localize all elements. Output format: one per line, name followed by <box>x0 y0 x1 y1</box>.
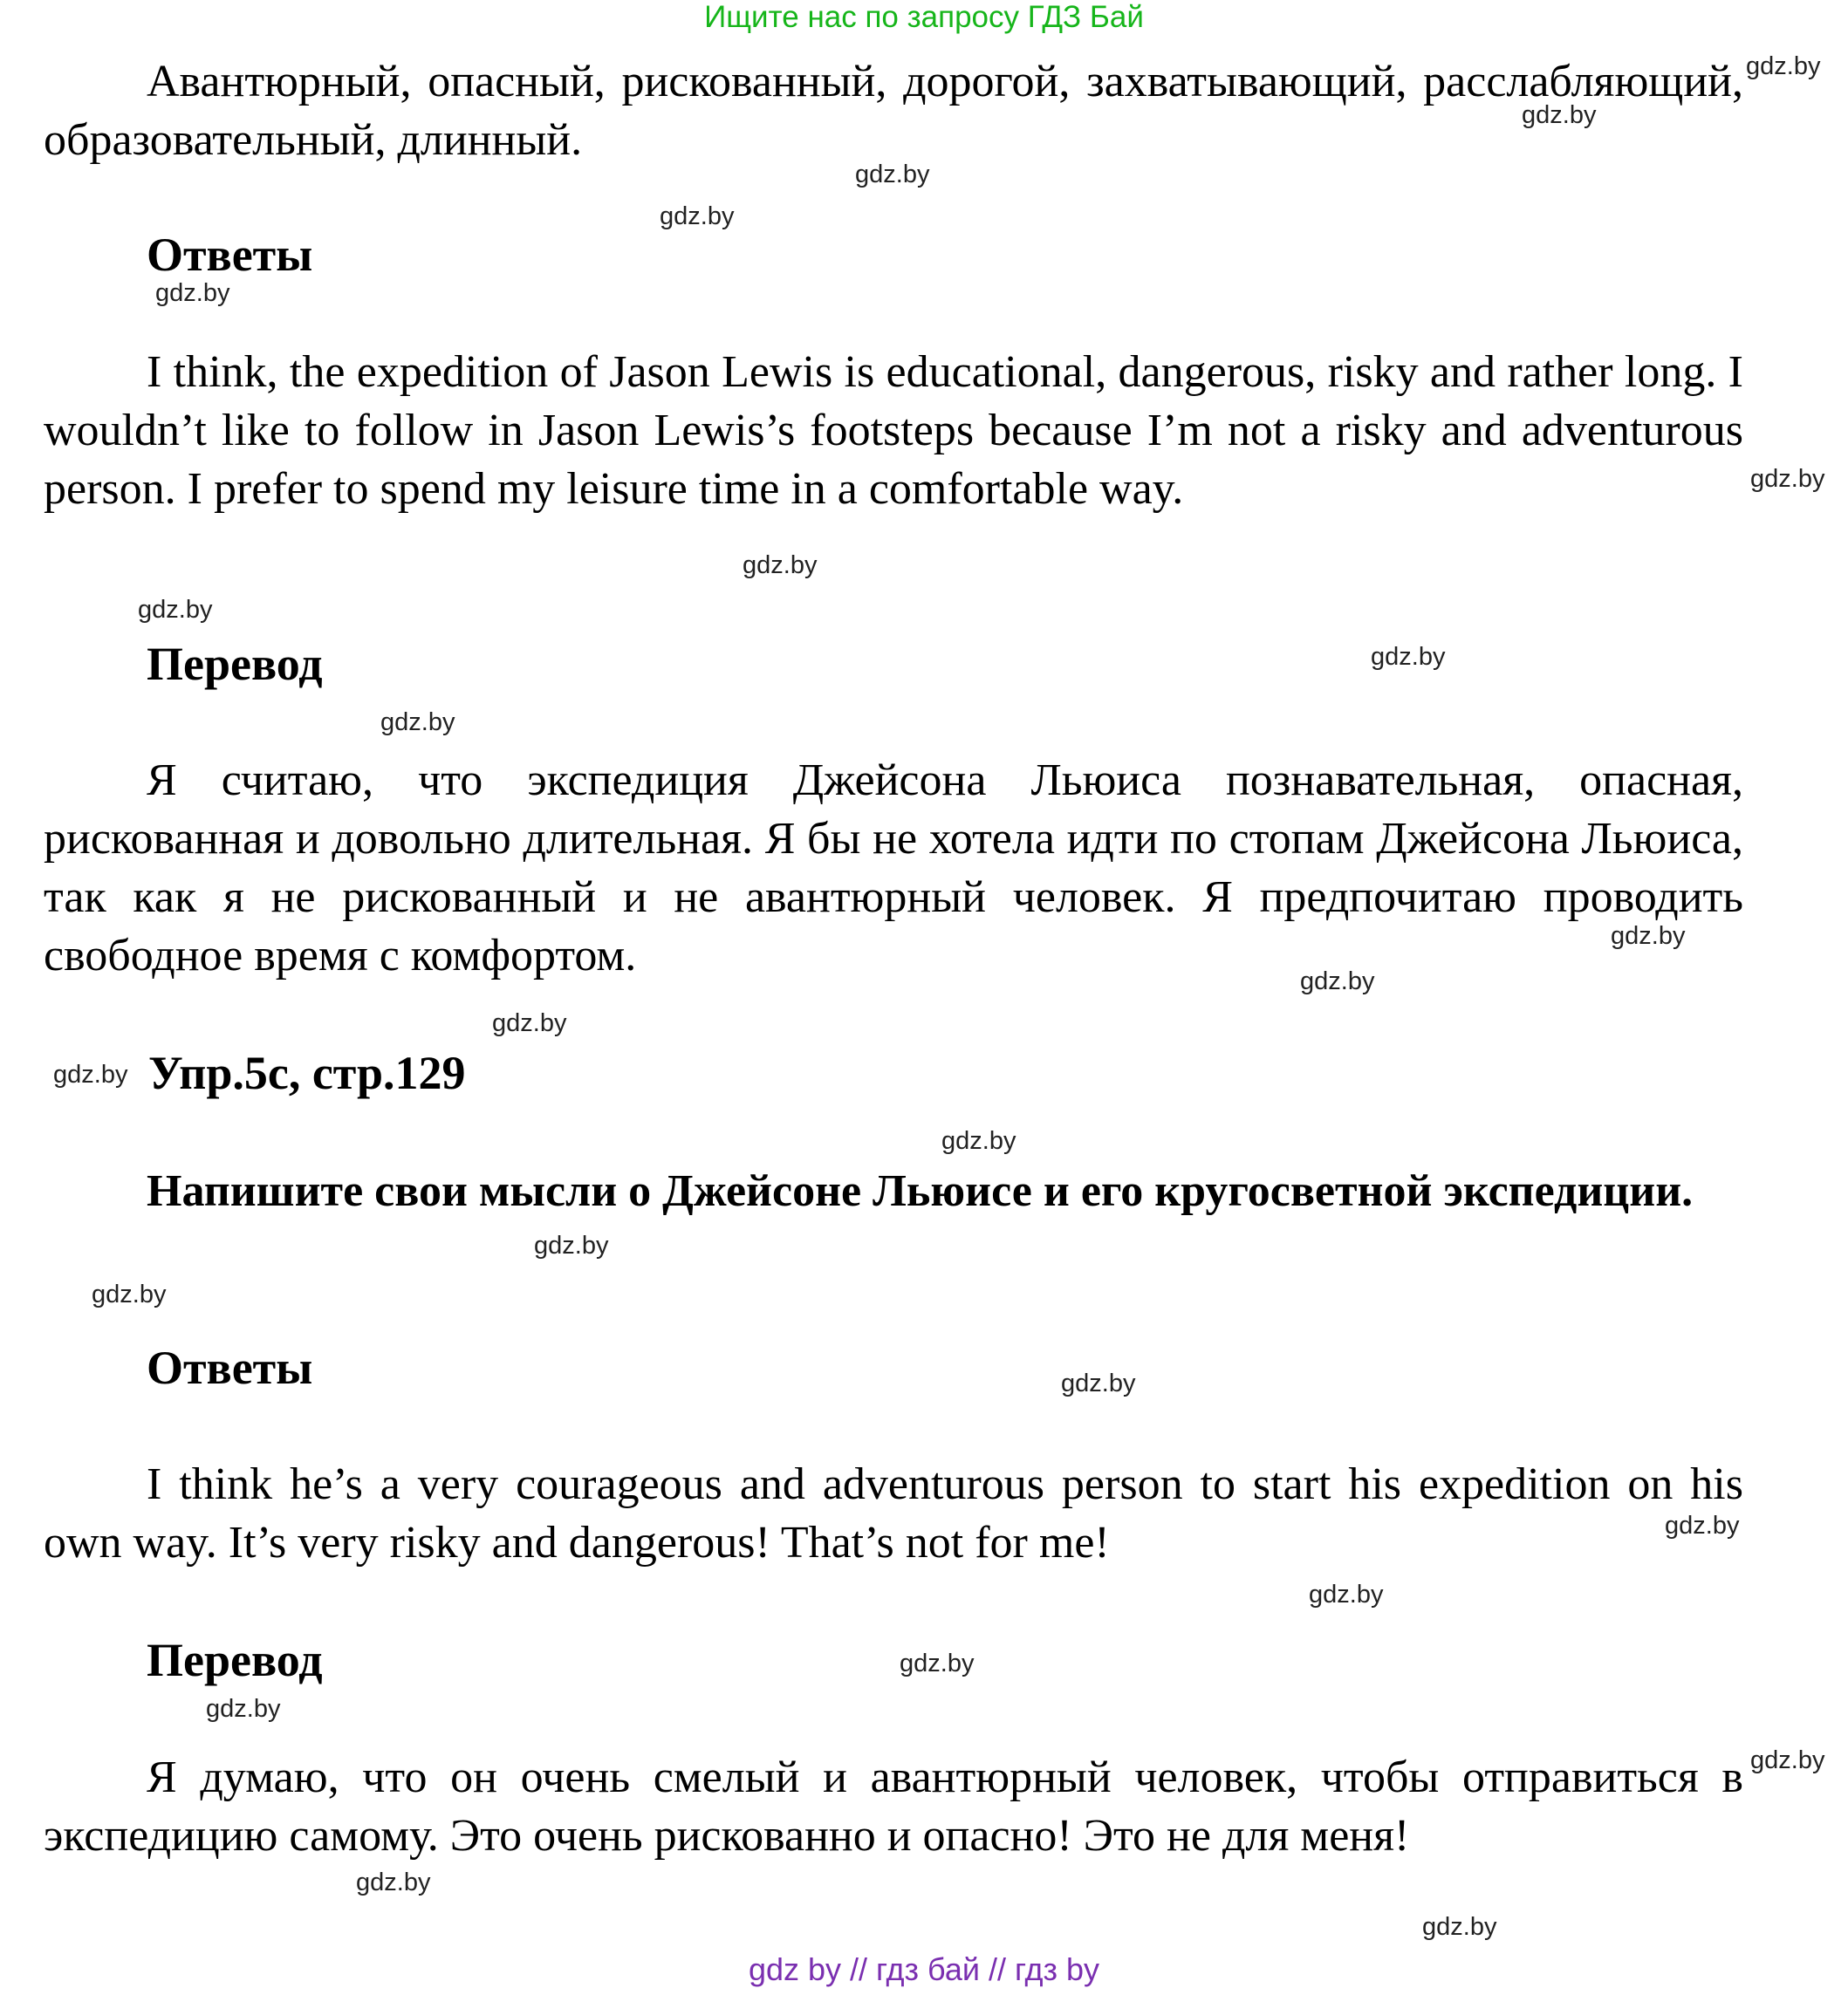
watermark: gdz.by <box>1300 967 1375 995</box>
watermark: gdz.by <box>1611 922 1686 950</box>
intro-paragraph: Авантюрный, опасный, рискованный, дорогой, захватывающий, расслабляющий, образовательный, длинный. <box>44 57 1743 165</box>
translation-heading-2: Перевод <box>147 1634 323 1686</box>
watermark: gdz.by <box>1309 1581 1384 1609</box>
exercise-heading: Упр.5с, стр.129 <box>148 1047 466 1099</box>
answer-paragraph-2: I think he’s a very courageous and adventurous person to start his expedition on his own way. It’s very risky and dangerous! That’s not for me! <box>44 1459 1743 1568</box>
watermark: gdz.by <box>1371 643 1446 671</box>
footer-links[interactable]: gdz by // гдз бай // гдз by <box>748 1951 1100 1987</box>
watermark: gdz.by <box>380 708 455 736</box>
watermark: gdz.by <box>1665 1512 1740 1540</box>
watermark: gdz.by <box>492 1009 567 1037</box>
translation-paragraph-2: Я думаю, что он очень смелый и авантюрный человек, чтобы отправиться в экспедицию самому. Это очень рискованно и опасно! Это не для меня! <box>44 1752 1743 1861</box>
watermark: gdz.by <box>1746 52 1821 80</box>
watermark: gdz.by <box>92 1281 167 1308</box>
watermark: gdz.by <box>534 1232 609 1260</box>
answers-heading-2: Ответы <box>147 1342 313 1394</box>
watermark: gdz.by <box>206 1695 281 1723</box>
answer-paragraph-1: I think, the expedition of Jason Lewis is educational, dangerous, risky and rather long. I wouldn’t like to follow in Jason Lewis’s footsteps because I’m not a risky and adventurous person. I prefer to spend my leisure time in a comfortable way. <box>44 347 1743 514</box>
watermark: gdz.by <box>660 202 735 230</box>
watermark: gdz.by <box>900 1650 975 1677</box>
answers-heading-1: Ответы <box>147 229 313 281</box>
translation-paragraph-1: Я считаю, что экспедиция Джейсона Льюиса познавательная, опасная, рискованная и довольно длительная. Я бы не хотела идти по стопам Джейсона Льюиса, так как я не рискованный и не авантюрный человек. Я предпочитаю проводить свободное время с комфортом. <box>44 755 1743 980</box>
watermark: gdz.by <box>855 161 930 188</box>
watermark: gdz.by <box>1522 101 1597 129</box>
watermark: gdz.by <box>1750 1746 1825 1774</box>
watermark: gdz.by <box>155 279 230 307</box>
watermark: gdz.by <box>53 1061 128 1089</box>
translation-heading-1: Перевод <box>147 638 323 690</box>
watermark: gdz.by <box>1061 1370 1136 1397</box>
watermark: gdz.by <box>1422 1913 1497 1941</box>
task-text: Напишите свои мысли о Джейсоне Льюисе и его кругосветной экспедиции. <box>147 1166 1694 1216</box>
watermark: gdz.by <box>743 551 818 579</box>
top-search-banner[interactable]: Ищите нас по запросу ГДЗ Бай <box>704 0 1144 34</box>
watermark: gdz.by <box>941 1127 1016 1155</box>
watermark: gdz.by <box>356 1869 431 1896</box>
watermark: gdz.by <box>138 596 213 624</box>
watermark: gdz.by <box>1750 465 1825 493</box>
